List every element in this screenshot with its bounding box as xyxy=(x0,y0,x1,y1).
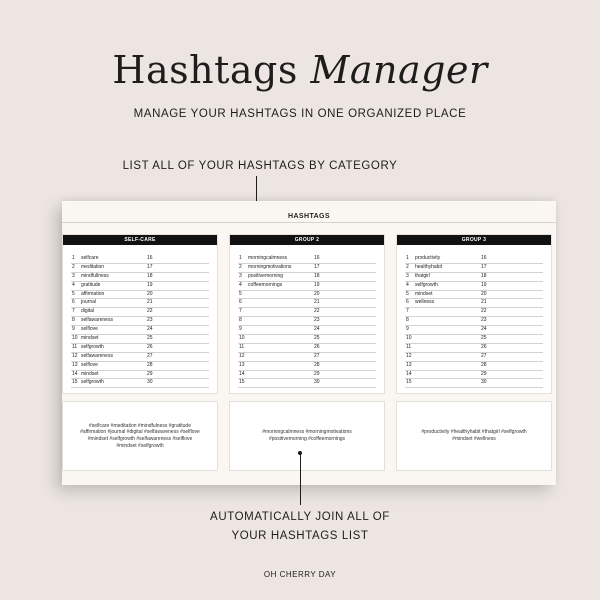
group-panel xyxy=(396,234,552,394)
hashtag-row[interactable] xyxy=(71,282,209,291)
row-number: 1 xyxy=(239,255,242,261)
row-count: 20 xyxy=(481,290,487,297)
hashtag-row[interactable] xyxy=(238,264,376,273)
row-count: 24 xyxy=(147,326,153,333)
row-number: 4 xyxy=(406,281,409,288)
row-count: 28 xyxy=(147,361,153,368)
hashtag-text[interactable]: gratitude xyxy=(81,281,101,288)
hashtag-text[interactable]: digital xyxy=(81,308,95,315)
row-number: 5 xyxy=(72,290,75,297)
row-number: 3 xyxy=(72,272,75,279)
title-italic: Manager xyxy=(310,48,488,92)
hashtag-row[interactable] xyxy=(238,379,376,388)
sheet-heading: HASHTAGS xyxy=(288,213,330,220)
row-count: 26 xyxy=(314,343,320,350)
row-count: 16 xyxy=(314,255,320,261)
row-count: 21 xyxy=(147,299,153,306)
hashtag-row[interactable] xyxy=(71,255,209,264)
hashtag-text[interactable]: meditation xyxy=(81,263,105,270)
hashtag-text[interactable]: mindset xyxy=(415,290,433,297)
hashtag-row[interactable] xyxy=(71,344,209,353)
hashtag-row[interactable] xyxy=(71,371,209,380)
row-number: 1 xyxy=(72,255,75,261)
annotation-top: LIST ALL OF YOUR HASHTAGS BY CATEGORY xyxy=(122,160,398,172)
row-count: 16 xyxy=(481,255,487,261)
row-count: 30 xyxy=(314,379,320,386)
hashtag-row[interactable] xyxy=(405,264,543,273)
hashtag-text[interactable]: selfcare xyxy=(81,255,99,261)
hashtag-row[interactable] xyxy=(238,317,376,326)
hashtag-row[interactable] xyxy=(405,308,543,317)
row-number: 9 xyxy=(72,326,75,333)
row-count: 28 xyxy=(481,361,487,368)
group-title: GROUP 3 xyxy=(397,235,551,245)
hashtag-row[interactable] xyxy=(405,362,543,371)
row-count: 16 xyxy=(147,255,153,261)
hashtag-row[interactable] xyxy=(405,282,543,291)
row-count: 27 xyxy=(147,352,153,359)
combined-hashtags-box xyxy=(62,401,218,471)
row-number: 12 xyxy=(239,352,245,359)
row-count: 24 xyxy=(314,326,320,333)
hashtag-text[interactable]: selfawareness xyxy=(81,352,113,359)
hashtag-text[interactable]: coffeemornings xyxy=(248,281,283,288)
row-count: 25 xyxy=(147,335,153,342)
hashtag-text[interactable]: affirmation xyxy=(81,290,105,297)
row-number: 6 xyxy=(239,299,242,306)
row-count: 29 xyxy=(481,370,487,377)
hashtag-row[interactable] xyxy=(238,353,376,362)
hashtag-text[interactable]: mindfullness xyxy=(81,272,109,279)
hashtag-row[interactable] xyxy=(405,335,543,344)
hashtag-row[interactable] xyxy=(238,362,376,371)
row-count: 27 xyxy=(314,352,320,359)
hashtag-row[interactable] xyxy=(405,273,543,282)
annotation-bottom-line1: AUTOMATICALLY JOIN ALL OF xyxy=(210,511,390,523)
sheet-divider xyxy=(62,222,556,223)
row-number: 8 xyxy=(72,317,75,324)
row-number: 15 xyxy=(239,379,245,386)
row-number: 11 xyxy=(239,343,245,350)
hashtag-row[interactable] xyxy=(405,353,543,362)
row-number: 3 xyxy=(239,272,242,279)
row-number: 13 xyxy=(239,361,245,368)
hashtag-row[interactable] xyxy=(238,299,376,308)
row-number: 10 xyxy=(72,335,78,342)
row-number: 6 xyxy=(72,299,75,306)
combined-hashtags-box xyxy=(229,401,385,471)
hashtag-list xyxy=(71,255,209,388)
combined-hashtags-text[interactable]: #productivity #healthyhabit #thatgirl #selfgrowth #mindset #wellness xyxy=(421,429,527,442)
hashtag-row[interactable] xyxy=(71,308,209,317)
hashtag-row[interactable] xyxy=(405,379,543,388)
hashtag-row[interactable] xyxy=(405,371,543,380)
hashtag-row[interactable] xyxy=(405,291,543,300)
hashtag-row[interactable] xyxy=(71,379,209,388)
hashtag-row[interactable] xyxy=(405,317,543,326)
hashtag-row[interactable] xyxy=(238,255,376,264)
row-number: 9 xyxy=(406,326,409,333)
row-number: 7 xyxy=(72,308,75,315)
row-number: 11 xyxy=(72,343,78,350)
row-number: 6 xyxy=(406,299,409,306)
hashtag-row[interactable] xyxy=(71,291,209,300)
group-title: GROUP 2 xyxy=(230,235,384,245)
row-count: 23 xyxy=(481,317,487,324)
row-number: 12 xyxy=(72,352,78,359)
hashtag-row[interactable] xyxy=(238,371,376,380)
hashtag-row[interactable] xyxy=(405,326,543,335)
hashtag-row[interactable] xyxy=(238,308,376,317)
row-number: 5 xyxy=(239,290,242,297)
row-number: 10 xyxy=(239,335,245,342)
row-count: 18 xyxy=(481,272,487,279)
hashtag-text[interactable]: selfgrowth xyxy=(415,281,438,288)
row-number: 3 xyxy=(406,272,409,279)
hashtag-text[interactable]: selfgrowth xyxy=(81,379,104,386)
row-count: 29 xyxy=(147,370,153,377)
hashtag-text[interactable]: mindset xyxy=(81,335,99,342)
row-count: 27 xyxy=(481,352,487,359)
row-number: 15 xyxy=(72,379,78,386)
hashtag-row[interactable] xyxy=(71,335,209,344)
row-count: 19 xyxy=(314,281,320,288)
row-number: 2 xyxy=(72,263,75,270)
row-count: 25 xyxy=(314,335,320,342)
row-count: 22 xyxy=(147,308,153,315)
hashtag-text[interactable]: healthyhabit xyxy=(415,263,442,270)
row-number: 9 xyxy=(239,326,242,333)
row-count: 17 xyxy=(147,263,153,270)
hashtag-text[interactable]: positivemorning xyxy=(248,272,284,279)
row-count: 26 xyxy=(481,343,487,350)
hashtag-text[interactable]: productivity xyxy=(415,255,441,261)
row-number: 7 xyxy=(239,308,242,315)
page-subtitle: MANAGE YOUR HASHTAGS IN ONE ORGANIZED PLACE xyxy=(133,108,467,120)
row-number: 11 xyxy=(406,343,412,350)
row-number: 14 xyxy=(72,370,78,377)
hashtag-row[interactable] xyxy=(71,362,209,371)
hashtag-row[interactable] xyxy=(405,255,543,264)
hashtag-row[interactable] xyxy=(71,273,209,282)
row-number: 13 xyxy=(72,361,78,368)
row-number: 14 xyxy=(406,370,412,377)
hashtag-row[interactable] xyxy=(405,299,543,308)
row-count: 18 xyxy=(314,272,320,279)
combined-hashtags-text[interactable]: #selfcare #meditation #mindfulness #gratitude #affirmation #journal #digital #selfawareness #selflove #mindset #selfgrowth #selfawareness #selflove #mindset #selfgrowth xyxy=(80,422,200,449)
combined-hashtags-text[interactable]: #morningcalmness #morningmotivations #positivemorning #coffeemornings xyxy=(262,429,352,442)
row-count: 17 xyxy=(481,263,487,270)
row-count: 20 xyxy=(147,290,153,297)
hashtag-text[interactable]: wellness xyxy=(415,299,435,306)
hashtag-row[interactable] xyxy=(71,317,209,326)
hashtag-row[interactable] xyxy=(238,344,376,353)
row-count: 28 xyxy=(314,361,320,368)
group-title: SELF-CARE xyxy=(63,235,217,245)
hashtag-row[interactable] xyxy=(238,326,376,335)
row-count: 18 xyxy=(147,272,153,279)
row-count: 30 xyxy=(147,379,153,386)
row-number: 2 xyxy=(406,263,409,270)
hashtag-row[interactable] xyxy=(238,291,376,300)
brand-footer: OH CHERRY DAY xyxy=(263,570,337,579)
row-count: 26 xyxy=(147,343,153,350)
row-number: 14 xyxy=(239,370,245,377)
hashtag-list xyxy=(405,255,543,388)
row-count: 20 xyxy=(314,290,320,297)
row-number: 12 xyxy=(406,352,412,359)
row-count: 19 xyxy=(481,281,487,288)
row-number: 4 xyxy=(72,281,75,288)
annotation-bottom xyxy=(150,508,450,546)
hashtag-text[interactable]: selflove xyxy=(81,361,98,368)
annotation-bottom-pointer xyxy=(300,453,301,505)
row-number: 10 xyxy=(406,335,412,342)
page-title xyxy=(0,48,600,92)
hashtag-row[interactable] xyxy=(238,335,376,344)
row-count: 23 xyxy=(314,317,320,324)
hashtag-text[interactable]: thatgirl xyxy=(415,272,431,279)
title-plain: Hashtags xyxy=(112,48,298,92)
hashtag-row[interactable] xyxy=(238,282,376,291)
hashtag-sheet xyxy=(62,201,556,485)
row-number: 1 xyxy=(406,255,409,261)
row-count: 25 xyxy=(481,335,487,342)
row-count: 22 xyxy=(314,308,320,315)
row-number: 2 xyxy=(239,263,242,270)
row-count: 23 xyxy=(147,317,153,324)
hashtag-row[interactable] xyxy=(71,326,209,335)
hashtag-text[interactable]: mindset xyxy=(81,370,99,377)
hashtag-row[interactable] xyxy=(71,264,209,273)
row-count: 19 xyxy=(147,281,153,288)
row-count: 24 xyxy=(481,326,487,333)
row-number: 4 xyxy=(239,281,242,288)
hashtag-text[interactable]: morningmotivations xyxy=(248,263,292,270)
row-number: 7 xyxy=(406,308,409,315)
group-panel xyxy=(229,234,385,394)
hashtag-text[interactable]: selfgrowth xyxy=(81,343,104,350)
row-count: 21 xyxy=(481,299,487,306)
combined-hashtags-box xyxy=(396,401,552,471)
hashtag-text[interactable]: morningcalmness xyxy=(248,255,288,261)
group-panel xyxy=(62,234,218,394)
row-number: 5 xyxy=(406,290,409,297)
row-count: 21 xyxy=(314,299,320,306)
hashtag-text[interactable]: selfawareness xyxy=(81,317,113,324)
row-number: 8 xyxy=(406,317,409,324)
hashtag-row[interactable] xyxy=(238,273,376,282)
row-count: 29 xyxy=(314,370,320,377)
row-count: 22 xyxy=(481,308,487,315)
row-count: 17 xyxy=(314,263,320,270)
hashtag-text[interactable]: journal xyxy=(81,299,97,306)
hashtag-row[interactable] xyxy=(71,353,209,362)
row-number: 8 xyxy=(239,317,242,324)
row-number: 13 xyxy=(406,361,412,368)
hashtag-text[interactable]: selflove xyxy=(81,326,98,333)
row-count: 30 xyxy=(481,379,487,386)
hashtag-row[interactable] xyxy=(71,299,209,308)
hashtag-list xyxy=(238,255,376,388)
row-number: 15 xyxy=(406,379,412,386)
annotation-bottom-line2: YOUR HASHTAGS LIST xyxy=(231,530,369,542)
hashtag-row[interactable] xyxy=(405,344,543,353)
